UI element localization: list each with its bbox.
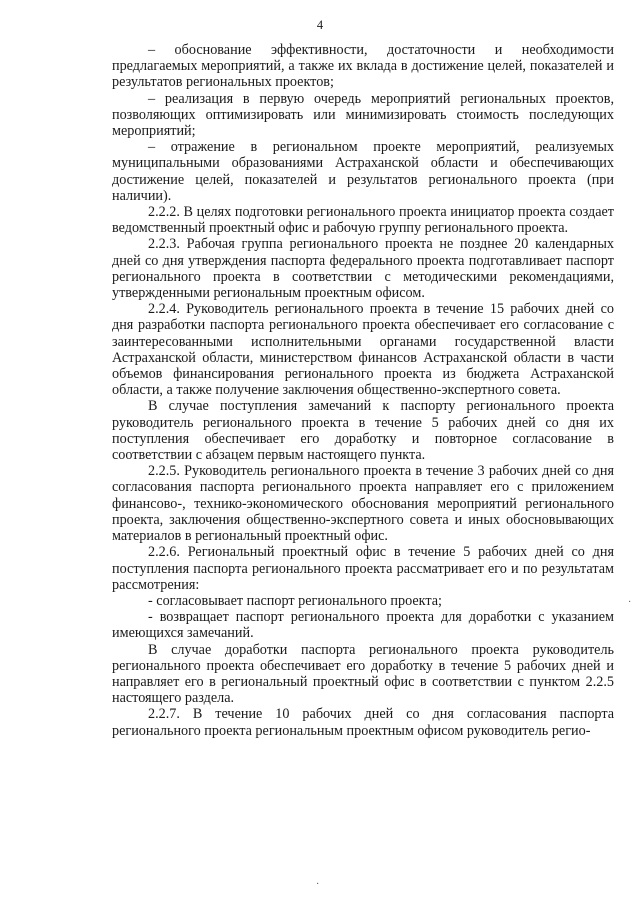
paragraph-justification: – обоснование эффективности, достаточности и необходимости предлагаемых мероприятий, а также их вклада в достижение целей, показателей и результатов региональных проектов; [112, 42, 614, 91]
list-item-approve: - согласовывает паспорт регионального проекта; [148, 592, 442, 609]
paragraph-2-2-2: 2.2.2. В целях подготовки регионального проекта инициатор проекта создает ведомственный проектный офис и рабочую группу регионального проекта. [112, 204, 614, 237]
paragraph-revision-case: В случае доработки паспорта регионального проекта руководитель регионального проекта обеспечивает его доработку в течение 5 рабочих дней и направляет его в региональный проектный офис в соответствии с пунктом 2.2.5 настоящего раздела. [112, 641, 614, 707]
paragraph-2-2-7: 2.2.7. В течение 10 рабочих дней со дня согласования паспорта регионального проекта региональным проектным офисом руководитель регио- [112, 706, 614, 739]
paragraph-2-2-4: 2.2.4. Руководитель регионального проекта в течение 15 рабочих дней со дня разработки паспорта регионального проекта обеспечивает его согласование с заинтересованными исполнительными органами государственной власти Астраханской области, министерством финансов Астраханской области в части объемов финансирования регионального проекта из бюджета Астраханской области, а также получение заключения общественно-экспертного совета. [112, 301, 614, 399]
paragraph-remarks-case: В случае поступления замечаний к паспорту регионального проекта руководитель регионального проекта в течение 5 рабочих дней со дня их поступления обеспечивает его доработку и повторное согласование в соответствии с абзацем первым настоящего пункта. [112, 398, 614, 464]
paragraph-2-2-6: 2.2.6. Региональный проектный офис в течение 5 рабочих дней со дня поступления паспорта регионального проекта рассматривает его и по результатам рассмотрения: [112, 544, 614, 593]
paragraph-2-2-5: 2.2.5. Руководитель регионального проекта в течение 3 рабочих дней со дня согласования паспорта регионального проекта направляет его с приложением финансово-, технико-экономического обоснования мероприятий регионального проекта, заключения общественно-экспертного совета и иных обосновывающих материалов в региональный проектный офис. [112, 463, 614, 545]
paragraph-2-2-3: 2.2.3. Рабочая группа регионального проекта не позднее 20 календарных дней со дня утверждения паспорта федерального проекта подготавливает паспорт регионального проекта в соответствии с методическими рекомендациями, утвержденными региональным проектным офисом. [112, 236, 614, 302]
page-number: 4 [316, 18, 324, 32]
scan-speck: · [628, 597, 632, 608]
document-body [112, 42, 614, 739]
paragraph-municipal-activities: – отражение в региональном проекте мероприятий, реализуемых муниципальными образованиями Астраханской области и обеспечивающих достижение целей, показателей и результатов регионального проекта (при наличии). [112, 139, 614, 204]
paragraph-priority-implementation: – реализация в первую очередь мероприятий региональных проектов, позволяющих оптимизировать или минимизировать стоимость последующих мероприятий; [112, 90, 614, 140]
scan-speck: · [316, 879, 320, 890]
list-item-return: - возвращает паспорт регионального проекта для доработки с указанием имеющихся замечаний. [112, 609, 614, 642]
